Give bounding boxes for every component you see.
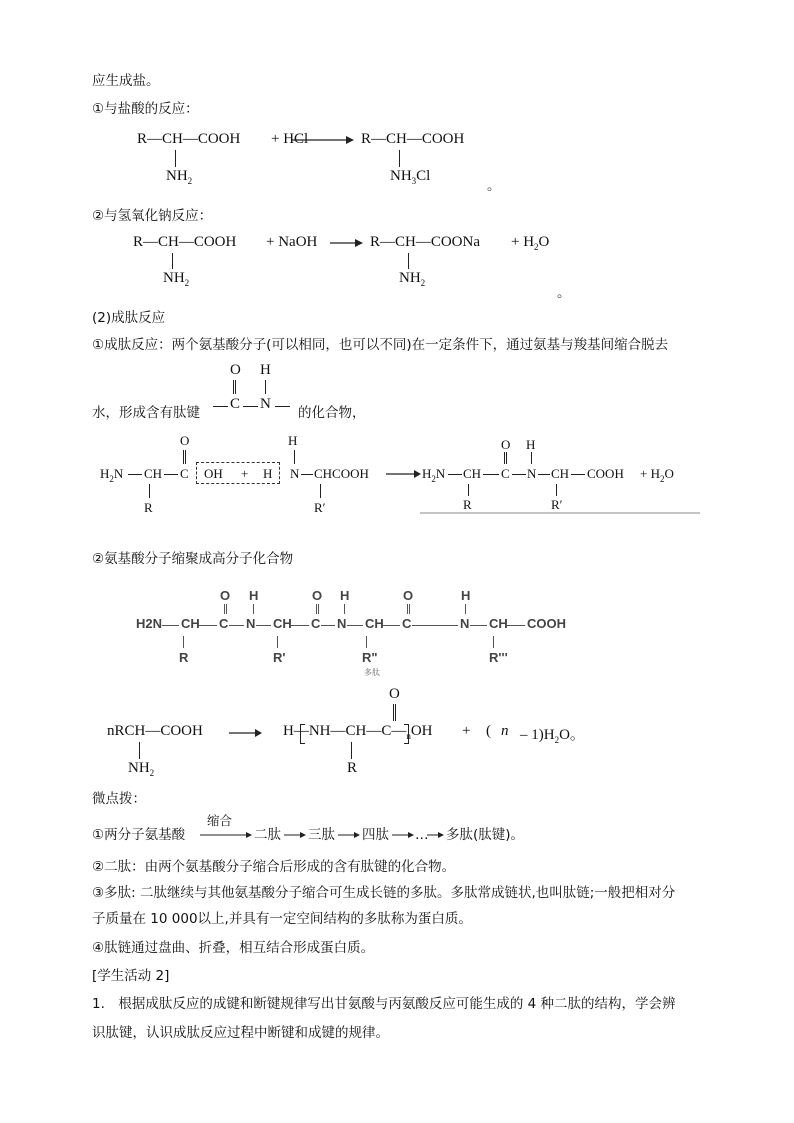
polymer-side-group: R bbox=[179, 650, 189, 665]
hcl-right-chain: R—CH—COOH bbox=[361, 131, 465, 147]
polymer-eq-oxygen: O bbox=[389, 686, 400, 702]
polymer-chain-atom: CH bbox=[273, 616, 292, 631]
peptide-bond-hydrogen: H bbox=[260, 362, 271, 378]
polymer-chain-atom: C bbox=[311, 616, 321, 631]
polymer-eq-paren: ( bbox=[486, 723, 491, 739]
tip-3-line-2: 子质量在 10 000以上,并具有一定空间结构的多肽称为蛋白质。 bbox=[92, 911, 472, 927]
hcl-left-amine: $NH_2$ bbox=[166, 168, 193, 186]
dipeptide-carbon: C bbox=[180, 466, 189, 481]
polymer-heading: ②氨基酸分子缩聚成高分子化合物 bbox=[92, 551, 294, 567]
product-r2: R′ bbox=[551, 497, 563, 512]
dipeptide-hydroxyl: OH bbox=[204, 466, 223, 481]
dipeptide-chcooh: CHCOOH bbox=[314, 466, 369, 481]
polymer-tiny-label: 多肽 bbox=[364, 668, 380, 677]
section2-heading: (2)成肽反应 bbox=[92, 310, 166, 326]
polymer-chain-atom: CH bbox=[181, 616, 200, 631]
tip-4: ④肽链通过盘曲、折叠，相互结合形成蛋白质。 bbox=[92, 940, 375, 956]
tip-2: ②二肽：由两个氨基酸分子缩合后形成的含有肽键的化合物。 bbox=[92, 859, 456, 875]
section2-paragraph-2b: 的化合物， bbox=[298, 405, 366, 421]
polymer-eq-r: R bbox=[347, 760, 358, 776]
polymer-chain-atom: N bbox=[246, 616, 256, 631]
polymer-chain-atom: CH bbox=[365, 616, 384, 631]
product-r: R bbox=[463, 497, 472, 512]
intro-text: 应生成盐。 bbox=[92, 73, 160, 89]
dipeptide-amine: $H_2N$ bbox=[100, 466, 124, 484]
product-ch: CH bbox=[463, 466, 482, 481]
naoh-heading: ②与氢氧化钠反应： bbox=[92, 208, 213, 224]
polymer-eq-water: – $1)H_2O$。 bbox=[520, 727, 585, 745]
polymer-eq-left: nRCH—COOH bbox=[107, 723, 203, 739]
activity-paragraph-1: 1. 根据成肽反应的成键和断键规律写出甘氨酸与丙氨酸反应可能生成的 4 种二肽的结构，学会辨 bbox=[92, 996, 676, 1012]
naoh-reagent: + NaOH bbox=[266, 234, 318, 250]
tip-1-tetrapeptide: 四肽 bbox=[362, 827, 389, 843]
polymer-chain-atom: C bbox=[219, 616, 229, 631]
tip-3-line-1: ③多肽: 二肽继续与其他氨基酸分子缩合可生成长链的多肽。多肽常成链状,也叫肽链;一般把相对分 bbox=[92, 885, 676, 901]
tip-1-tripeptide: 三肽 bbox=[308, 827, 335, 843]
section2-paragraph-2a: 水，形成含有肽键 bbox=[92, 405, 200, 421]
polymer-top-atom: O bbox=[403, 588, 414, 603]
dipeptide-r2: R′ bbox=[314, 500, 326, 515]
naoh-right-chain: R—CH—COONa bbox=[370, 234, 481, 250]
product-nh-hydrogen: H bbox=[526, 437, 536, 452]
peptide-bond-carbon: C bbox=[230, 396, 241, 412]
hcl-heading: ①与盐酸的反应： bbox=[92, 101, 199, 117]
polymer-side-group: R" bbox=[362, 650, 378, 665]
dipeptide-hydrogen: H bbox=[263, 466, 273, 481]
polymer-chain-atom: C bbox=[402, 616, 412, 631]
polymer-side-group: R''' bbox=[489, 650, 508, 665]
polymer-top-atom: H bbox=[461, 588, 471, 603]
hcl-period: 。 bbox=[487, 178, 501, 194]
tip-1-polypeptide: 多肽(肽键)。 bbox=[446, 827, 525, 843]
section2-paragraph-1: ①成肽反应：两个氨基酸分子(可以相同，也可以不同)在一定条件下，通过氨基与羧基间缩合脱去 bbox=[92, 337, 669, 353]
polymer-chain-atom: H2N bbox=[136, 616, 163, 631]
polymer-eq-plus: + bbox=[462, 723, 471, 739]
naoh-left-chain: R—CH—COOH bbox=[133, 234, 237, 250]
polymer-top-atom: H bbox=[340, 588, 350, 603]
product-oxygen: O bbox=[501, 437, 511, 452]
tip-1-start: ①两分子氨基酸 bbox=[92, 827, 186, 843]
product-cooh: COOH bbox=[587, 466, 624, 481]
product-n: N bbox=[527, 466, 537, 481]
dipeptide-plus: + bbox=[241, 466, 249, 481]
tip-1-ellipsis: … bbox=[415, 827, 429, 843]
dipeptide-oxygen: O bbox=[180, 433, 190, 448]
tip-1-condition: 缩合 bbox=[207, 813, 233, 828]
dipeptide-r: R bbox=[144, 500, 153, 515]
polymer-chain-atom: COOH bbox=[527, 616, 566, 631]
polymer-chain-atom: N bbox=[460, 616, 470, 631]
product-ch2: CH bbox=[551, 466, 570, 481]
product-amine: $H_2N$ bbox=[422, 466, 446, 484]
polymer-eq-n: n bbox=[501, 723, 509, 739]
naoh-left-amine: $NH_2$ bbox=[163, 270, 190, 288]
product-carbon: C bbox=[501, 466, 510, 481]
polymer-chain-atom: N bbox=[337, 616, 347, 631]
hcl-left-chain: R—CH—COOH bbox=[137, 131, 241, 147]
polymer-top-atom: H bbox=[249, 588, 259, 603]
naoh-water: + $H_2O$ bbox=[511, 234, 550, 252]
dipeptide-second-n: N bbox=[290, 466, 300, 481]
polymer-chain-atom: CH bbox=[489, 616, 508, 631]
tip-1-dipeptide: 二肽 bbox=[254, 827, 281, 843]
tips-heading: 微点拨： bbox=[92, 791, 146, 807]
peptide-bond-nitrogen: N bbox=[260, 396, 271, 412]
polymer-side-group: R' bbox=[273, 650, 286, 665]
naoh-period: 。 bbox=[557, 285, 571, 301]
hcl-reagent: + HCl bbox=[271, 131, 309, 147]
polymer-eq-amine: $NH_2$ bbox=[128, 760, 155, 778]
polymer-eq-repeat: $H—NH—CH—C—_nOH$ bbox=[283, 723, 433, 741]
hcl-right-ammonium: $NH_3Cl$ bbox=[390, 168, 431, 186]
dipeptide-nh-hydrogen: H bbox=[288, 433, 298, 448]
polymer-top-atom: O bbox=[220, 588, 231, 603]
naoh-right-amine: $NH_2$ bbox=[399, 270, 426, 288]
activity-heading: [学生活动 2] bbox=[92, 968, 170, 984]
product-water: + $H_2O$ bbox=[640, 466, 674, 484]
polymer-top-atom: O bbox=[312, 588, 323, 603]
peptide-bond-oxygen: O bbox=[230, 362, 241, 378]
activity-paragraph-2: 识肽键，认识成肽反应过程中断键和成键的规律。 bbox=[92, 1025, 389, 1041]
dipeptide-ch: CH bbox=[144, 466, 163, 481]
